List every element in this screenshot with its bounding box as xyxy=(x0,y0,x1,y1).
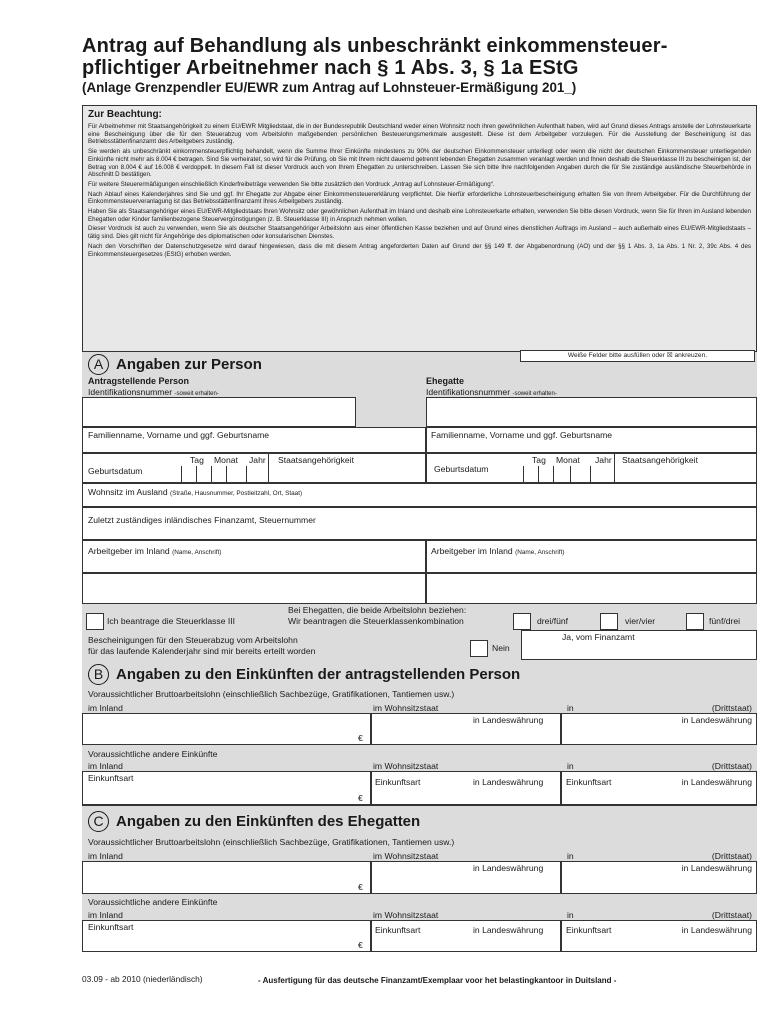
euro-symbol: € xyxy=(358,940,363,950)
couple-label-2: Wir beantragen die Steuerklassenkombination xyxy=(288,616,464,626)
section-b-heading xyxy=(88,664,520,685)
b-other-residence-label: im Wohnsitzstaat xyxy=(373,761,439,771)
combination-3-5-label: drei/fünf xyxy=(537,616,569,626)
b-gross-inland-field[interactable] xyxy=(82,713,371,745)
spouse-employer-label xyxy=(431,546,564,558)
certificates-yes-field[interactable] xyxy=(521,630,757,660)
spouse-name-label: Familienname, Vorname und ggf. Geburtsname xyxy=(431,430,613,440)
section-c-heading xyxy=(88,811,420,832)
year-label: Jahr xyxy=(595,455,612,465)
section-b-title: Angaben zu den Einkünften der antragstellenden Person xyxy=(116,665,521,683)
tax-class-3-label: Ich beantrage die Steuerklasse III xyxy=(107,616,236,626)
spouse-label: Ehegatte xyxy=(426,376,465,386)
income-type-label: Einkunftsart xyxy=(375,777,421,787)
applicant-birthdate-label: Geburtsdatum xyxy=(88,466,143,476)
certificates-label-2: für das laufende Kalenderjahr sind mir bereits erteilt worden xyxy=(88,646,316,656)
c-gross-residence-label: im Wohnsitzstaat xyxy=(373,851,439,861)
employer-text: Arbeitgeber im Inland xyxy=(431,546,513,556)
spouse-birthdate-label: Geburtsdatum xyxy=(434,464,489,474)
form-title xyxy=(82,35,722,79)
spouse-nationality-label: Staatsangehörigkeit xyxy=(622,455,698,465)
local-currency-label: in Landeswährung xyxy=(681,777,752,787)
notice-paragraph: Nach den Vorschriften der Datenschutzgesetze wird darauf hingewiesen, dass die mit diesem Antrag angeforderten Daten auf Grund der §§ 149 ff. der Abgabenordnung (AO) und der §§ 1 Abs. 3, 1a Abs. 1 Nr. 2, 39c Abs. 4 des Einkommensteuergesetzes (EStG) erhoben werden. xyxy=(88,242,751,258)
local-currency-label: in Landeswährung xyxy=(473,715,544,725)
certificates-no-checkbox[interactable] xyxy=(470,640,488,657)
income-type-label: Einkunftsart xyxy=(375,925,421,935)
notice-paragraph: Sie werden als unbeschränkt einkommensteuerpflichtig behandelt, wenn die Summe Ihrer Einkünfte mindestens zu 90% der deutschen Einkommensteuer unterliegt oder wenn die nicht der deutschen Einkommensteuer unterliegenden Einkünfte nicht mehr als 8.004 € betragen. Sind Sie verheiratet, so wird für die Prüfung, ob Sie mit Ihrem nicht dauernd getrennt lebenden Ehegatten zusammen veranlagt werden und Ihnen deshalb die Steuerklasse III zu bescheinigen ist, der Betrag von 8.004 € auf 16.008 € verdoppelt. In diesem Fall ist dieser Vordruck auch von Ihrem Ehegatten zu unterschreiben. Lassen Sie sich bitte Ihre nachfolgenden Angaben durch die für Sie zuständige ausländische Steuerbehörde in Abschnitt D bestätigen. xyxy=(88,148,751,179)
income-type-label: Einkunftsart xyxy=(566,777,612,787)
euro-symbol: € xyxy=(358,793,363,803)
employer-text: Arbeitgeber im Inland xyxy=(88,546,170,556)
month-label: Monat xyxy=(214,455,238,465)
residence-note: (Straße, Hausnummer, Postleitzahl, Ort, Staat) xyxy=(170,490,303,497)
day-label: Tag xyxy=(532,455,546,465)
b-other-in-label: in xyxy=(567,761,574,771)
b-gross-third-state-label: (Drittstaat) xyxy=(711,703,752,713)
idnr-text: Identifikationsnummer xyxy=(426,387,511,397)
spouse-employer-field-2[interactable] xyxy=(426,573,757,604)
income-type-label: Einkunftsart xyxy=(566,925,612,935)
combination-5-3-label: fünf/drei xyxy=(709,616,741,626)
local-currency-label: in Landeswährung xyxy=(681,863,752,873)
notice-paragraph: Für Arbeitnehmer mit Staatsangehörigkeit zu einem EU/EWR Mitgliedstaat, die in der Bundesrepublik Deutschland weder einen Wohnsitz noch ihren gewöhnlichen Aufenthalt haben, wird auf Grund dieses Antrags anstelle der Lohnsteuerkarte eine Bescheinigung über die für den Steuerabzug vom Arbeitslohn maßgebenden persönlichen Besteuerungsmerkmale ausgestellt. Diese ist dem Arbeitgeber vorzulegen. Für die Ausstellung der Bescheinigung ist das Betriebsstättenfinanzamt des Arbeitgebers zuständig. xyxy=(88,123,751,146)
employer-note: (Name, Anschrift) xyxy=(172,549,222,556)
notice-paragraph: Dieser Vordruck ist auch zu verwenden, wenn Sie als deutscher Staatsangehöriger Arbeitslohn aus einer öffentlichen Kasse beziehen und auf Grund eines dienstlichen Auftrags im Ausland – auch außerhalb eines EU/EWR-Mitgliedstaats – tätig sind. Dies gilt nicht für Angehörige des diplomatischen oder konsularischen Dienstes. xyxy=(88,225,751,241)
applicant-nationality-label: Staatsangehörigkeit xyxy=(278,455,354,465)
notice-box xyxy=(82,105,757,352)
income-type-label: Einkunftsart xyxy=(88,773,134,783)
title-line-1: Antrag auf Behandlung als unbeschränkt einkommensteuer- xyxy=(82,35,668,57)
combination-5-3-checkbox[interactable] xyxy=(686,613,704,630)
section-b-letter: B xyxy=(88,664,109,685)
local-currency-label: in Landeswährung xyxy=(473,925,544,935)
notice-paragraph: Nach Ablauf eines Kalenderjahres sind Sie und ggf. Ihr Ehegatte zur Abgabe einer Einkommensteuererklärung verpflichtet. Die hierfür erforderliche Lohnsteuerbescheinigung erhalten Sie von Ihrem Arbeitgeber. Für die Durchführung der Einkommensteuerveranlagung ist das Betriebsstättenfinanzamt Ihres Arbeitgebers zuständig. xyxy=(88,190,751,206)
form-subtitle: (Anlage Grenzpendler EU/EWR zum Antrag auf Lohnsteuer-Ermäßigung 201_) xyxy=(82,80,577,95)
c-other-in-label: in xyxy=(567,910,574,920)
b-other-label: Voraussichtliche andere Einkünfte xyxy=(88,749,218,759)
local-currency-label: in Landeswährung xyxy=(473,777,544,787)
idnr-text: Identifikationsnummer xyxy=(88,387,173,397)
idnr-note: -soweit erhalten- xyxy=(174,391,219,397)
b-other-third-state-label: (Drittstaat) xyxy=(711,761,752,771)
c-gross-inland-field[interactable] xyxy=(82,861,371,894)
b-gross-residence-label: im Wohnsitzstaat xyxy=(373,703,439,713)
residence-label xyxy=(88,487,302,499)
local-currency-label: in Landeswährung xyxy=(681,715,752,725)
c-other-third-state-label: (Drittstaat) xyxy=(711,910,752,920)
c-other-residence-label: im Wohnsitzstaat xyxy=(373,910,439,920)
day-label: Tag xyxy=(190,455,204,465)
c-gross-third-state-label: (Drittstaat) xyxy=(711,851,752,861)
applicant-name-label: Familienname, Vorname und ggf. Geburtsname xyxy=(88,430,270,440)
notice-heading: Zur Beachtung: xyxy=(88,109,162,120)
b-gross-label: Voraussichtlicher Bruttoarbeitslohn (einschließlich Sachbezüge, Gratifikationen, Tantiemen usw.) xyxy=(88,689,455,699)
notice-paragraph: Haben Sie als Staatsangehöriger eines EU/EWR-Mitgliedstaats Ihren Wohnsitz oder gewöhnlichen Aufenthalt im Inland und deshalb eine Lohnsteuerkarte erhalten, verwenden Sie bitte diesen Vordruck, wenn Sie für Ihren im Ausland lebenden Ehegatten oder Kinder familienbezogene Steuervergünstigungen (z. B. Steuerklasse III) in Anspruch nehmen wollen. xyxy=(88,208,751,223)
combination-4-4-checkbox[interactable] xyxy=(600,613,618,630)
euro-symbol: € xyxy=(358,882,363,892)
b-gross-inland-label: im Inland xyxy=(88,703,123,713)
tax-office-label: Zuletzt zuständiges inländisches Finanzamt, Steuernummer xyxy=(88,515,316,525)
c-gross-inland-label: im Inland xyxy=(88,851,123,861)
c-other-label: Voraussichtliche andere Einkünfte xyxy=(88,897,218,907)
euro-symbol: € xyxy=(358,733,363,743)
c-gross-in-label: in xyxy=(567,851,574,861)
b-gross-in-label: in xyxy=(567,703,574,713)
section-c-letter: C xyxy=(88,811,109,832)
copy-designation: - Ausfertigung für das deutsche Finanzamt/Exemplaar voor het belastingkantoor in Duitsland - xyxy=(258,976,617,985)
local-currency-label: in Landeswährung xyxy=(473,863,544,873)
local-currency-label: in Landeswährung xyxy=(681,925,752,935)
month-label: Monat xyxy=(556,455,580,465)
tax-class-3-checkbox[interactable] xyxy=(86,613,104,630)
section-a-letter: A xyxy=(88,354,109,375)
c-gross-label: Voraussichtlicher Bruttoarbeitslohn (einschließlich Sachbezüge, Gratifikationen, Tantiemen usw.) xyxy=(88,837,455,847)
spouse-idnr-field[interactable] xyxy=(426,397,757,427)
applicant-label: Antragstellende Person xyxy=(88,376,190,386)
combination-3-5-checkbox[interactable] xyxy=(513,613,531,630)
title-line-2: pflichtiger Arbeitnehmer nach § 1 Abs. 3, § 1a EStG xyxy=(82,57,579,79)
income-type-label: Einkunftsart xyxy=(88,922,134,932)
employer-note: (Name, Anschrift) xyxy=(515,549,565,556)
residence-text: Wohnsitz im Ausland xyxy=(88,487,168,497)
idnr-note: -soweit erhalten- xyxy=(512,391,557,397)
applicant-idnr-field[interactable] xyxy=(82,397,356,427)
b-other-inland-label: im Inland xyxy=(88,761,123,771)
certificates-yes-label: Ja, vom Finanzamt xyxy=(562,632,635,642)
c-other-inland-label: im Inland xyxy=(88,910,123,920)
couple-label-1: Bei Ehegatten, die beide Arbeitslohn beziehen: xyxy=(288,605,467,615)
certificates-no-label: Nein xyxy=(492,643,510,653)
fill-hint: Weiße Felder bitte ausfüllen oder ☒ ankreuzen. xyxy=(520,350,755,362)
section-a-heading xyxy=(88,354,262,375)
combination-4-4-label: vier/vier xyxy=(625,616,656,626)
form-code: 03.09 - ab 2010 (niederländisch) xyxy=(82,974,203,984)
year-label: Jahr xyxy=(249,455,266,465)
section-c-title: Angaben zu den Einkünften des Ehegatten xyxy=(116,812,421,830)
applicant-employer-field-2[interactable] xyxy=(82,573,426,604)
certificates-label-1: Bescheinigungen für den Steuerabzug vom Arbeitslohn xyxy=(88,635,298,645)
applicant-employer-label xyxy=(88,546,221,558)
section-a-title: Angaben zur Person xyxy=(116,355,262,373)
notice-paragraph: Für weitere Steuerermäßigungen einschließlich Kinderfreibeträge verwenden Sie bitte zusätzlich den Vordruck „Antrag auf Lohnsteuer-Ermäßigung“. xyxy=(88,180,495,188)
